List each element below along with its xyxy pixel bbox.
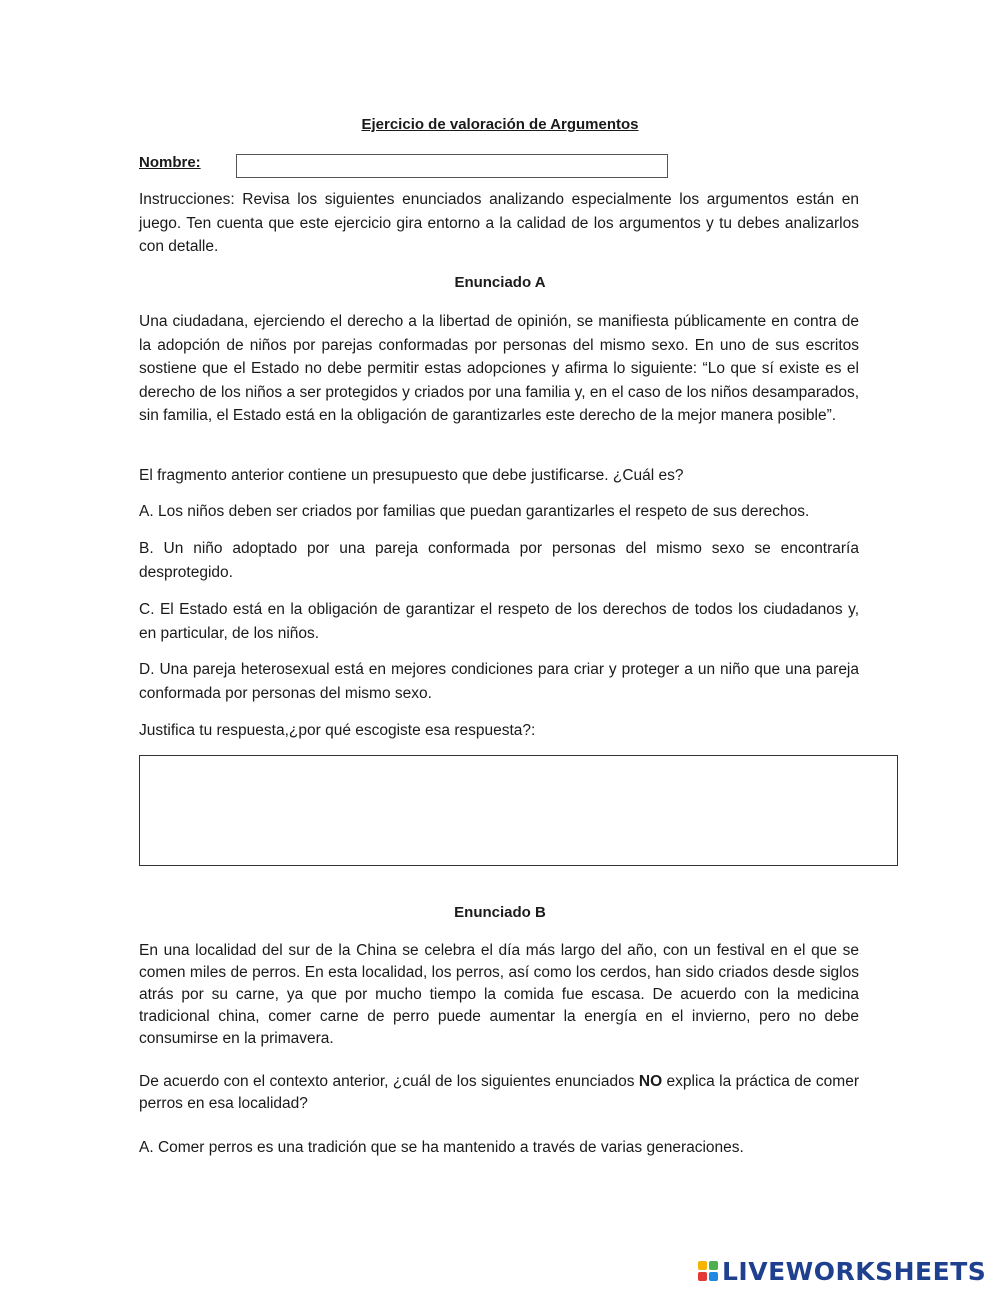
logo-block-1 [698, 1261, 707, 1270]
instructions-text: Instrucciones: Revisa los siguientes enunciados analizando especialmente los argumentos están en juego. Ten cuenta que este ejercicio gira entorno a la calidad de los argumentos y tu debes analizarlos con detalle. [139, 191, 859, 255]
option-a: A. Los niños deben ser criados por familias que puedan garantizarles el respeto de sus derechos. [139, 503, 810, 520]
name-input[interactable] [236, 154, 668, 178]
section-b-option-a: A. Comer perros es una tradición que se ha mantenido a través de varias generaciones. [139, 1139, 744, 1156]
section-a-question: El fragmento anterior contiene un presupuesto que debe justificarse. ¿Cuál es? [139, 467, 684, 484]
option-d: D. Una pareja heterosexual está en mejores condiciones para criar y proteger a un niño que una pareja conformada por personas del mismo sexo. [139, 661, 859, 702]
section-b-question-end: explica la práctica de comer perros en esa localidad? [139, 1073, 859, 1112]
justification-answer-box[interactable] [139, 755, 898, 866]
section-a-text: Una ciudadana, ejerciendo el derecho a la libertad de opinión, se manifiesta públicamente en contra de la adopción de niños por parejas conformadas por personas del mismo sexo. En uno de sus escritos sostiene que el Estado no debe permitir estas adopciones y afirma lo siguiente: “Lo que sí existe es el derecho de los niños a ser protegidos y criados por una familia y, en el caso de los niños desamparados, sin familia, el Estado está en la obligación de garantizarles este derecho de la mejor manera posible”. [139, 313, 859, 424]
name-label: Nombre: [139, 154, 201, 171]
section-b-question-start: De acuerdo con el contexto anterior, ¿cuál de los siguientes enunciados [139, 1073, 639, 1090]
justify-prompt: Justifica tu respuesta,¿por qué escogiste esa respuesta?: [139, 722, 536, 739]
page-title: Ejercicio de valoración de Argumentos [361, 116, 639, 133]
section-a-heading: Enunciado A [454, 274, 546, 291]
option-c: C. El Estado está en la obligación de garantizar el respeto de los derechos de todos los ciudadanos y, en particular, de los niños. [139, 601, 859, 642]
section-b-heading: Enunciado B [454, 904, 546, 921]
liveworksheets-logo [698, 1256, 986, 1286]
section-b-question-emphasis: NO [638, 1073, 663, 1090]
option-b: B. Un niño adoptado por una pareja conformada por personas del mismo sexo se encontraría desprotegido. [139, 540, 859, 581]
section-b-text: En una localidad del sur de la China se celebra el día más largo del año, con un festival en el que se comen miles de perros. En esta localidad, los perros, así como los cerdos, han sido criados desde siglos atrás por su carne, ya que por mucho tiempo la comida fue escasa. De acuerdo con la medicina tradicional china, comer carne de perro puede aumentar la energía en el invierno, pero no debe consumirse en la primavera. [139, 942, 859, 1047]
logo-blocks-icon [698, 1261, 718, 1281]
logo-text: LIVEWORKSHEETS [722, 1256, 987, 1286]
logo-block-3 [698, 1272, 707, 1281]
logo-block-4 [709, 1272, 718, 1281]
section-b-question [139, 1071, 859, 1115]
logo-block-2 [709, 1261, 718, 1270]
